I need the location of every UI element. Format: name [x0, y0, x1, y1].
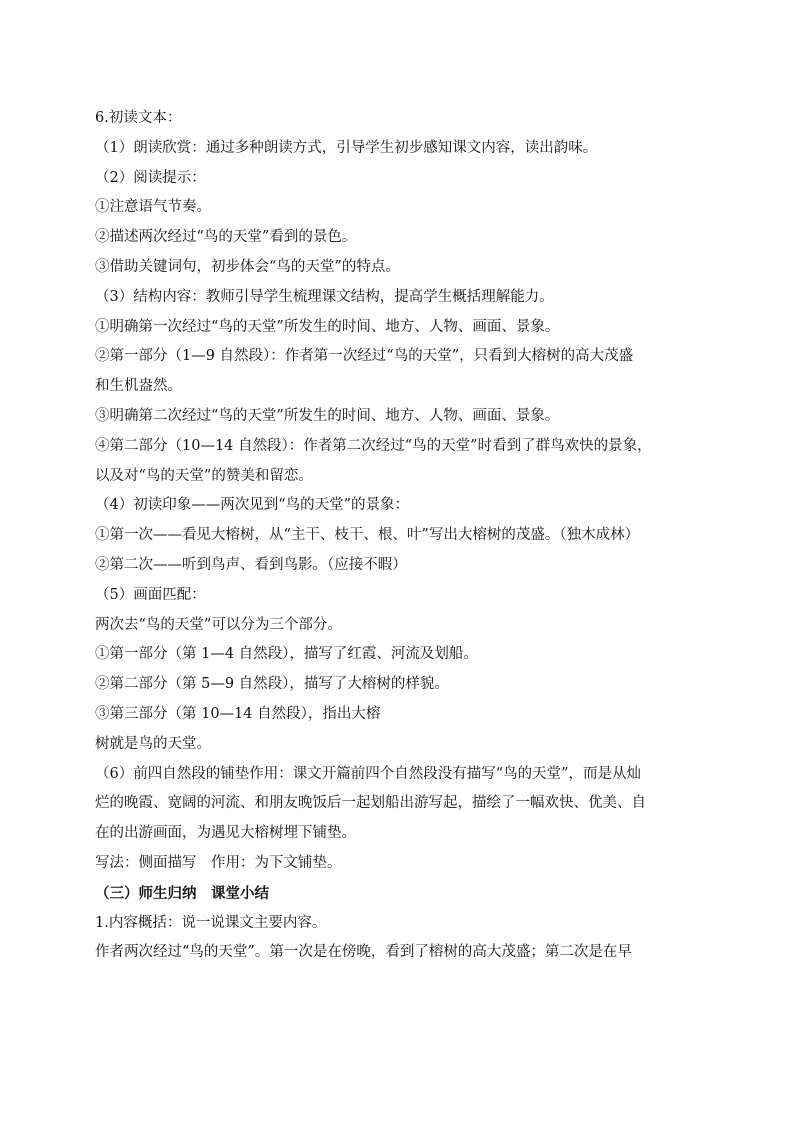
list-item-tone-rhythm: ①注意语气节奏。: [95, 199, 211, 216]
list-item-describe-scenery: ②描述两次经过“鸟的天堂”看到的景色。: [95, 229, 357, 246]
document-body: [95, 104, 715, 968]
list-item-first-time: ①第一次——看见大榕树，从“主干、枝干、根、叶”写出大榕树的茂盛。（独木成林）: [95, 527, 640, 544]
list-item-first-visit-elements: ①明确第一次经过“鸟的天堂”所发生的时间、地方、人物、画面、景象。: [95, 318, 560, 335]
paragraph-summary-text: 作者两次经过“鸟的天堂”。第一次是在傍晚，看到了榕树的高大茂盛；第二次是在早: [95, 944, 632, 961]
paragraph-structure-content: （3）结构内容：教师引导学生梳理课文结构，提高学生概括理解能力。: [95, 288, 554, 305]
list-item-part-two: ④第二部分（10—14 自然段）：作者第二次经过“鸟的天堂”时看到了群鸟欢快的景象，: [95, 437, 652, 454]
paragraph-foreshadowing-line-2: 烂的晚霞、宽阔的河流、和朋友晚饭后一起划船出游写起，描绘了一幅欢快、优美、自: [95, 795, 646, 812]
list-item-second-time: ②第二次——听到鸟声、看到鸟影。（应接不暇）: [95, 556, 407, 573]
list-item-second-visit-elements: ③明确第二次经过“鸟的天堂”所发生的时间、地方、人物、画面、景象。: [95, 407, 560, 424]
list-item-part-one-continued: 和生机盎然。: [95, 378, 182, 395]
paragraph-foreshadowing-line-3: 在的出游画面，为遇见大榕树埋下铺垫。: [95, 825, 356, 842]
list-item-part-two-scenes: ②第二部分（第 5—9 自然段），描写了大榕树的样貌。: [95, 676, 449, 693]
paragraph-writing-method: 写法：侧面描写 作用：为下文铺垫。: [95, 854, 342, 871]
paragraph-first-impression: （4）初读印象——两次见到“鸟的天堂”的景象：: [95, 497, 410, 514]
list-item-part-one: ②第一部分（1—9 自然段）：作者第一次经过“鸟的天堂”，只看到大榕树的高大茂盛: [95, 348, 634, 365]
paragraph-content-summary: 1.内容概括：说一说课文主要内容。: [95, 914, 327, 931]
section-heading-summary: （三）师生归纳 课堂小结: [95, 884, 269, 902]
list-item-key-words: ③借助关键词句，初步体会“鸟的天堂”的特点。: [95, 258, 400, 275]
paragraph-foreshadowing: （6）前四自然段的铺垫作用：课文开篇前四个自然段没有描写“鸟的天堂”，而是从灿: [95, 765, 642, 782]
paragraph-three-parts: 两次去“鸟的天堂”可以分为三个部分。: [95, 616, 342, 633]
paragraph-reading-tips: （2）阅读提示：: [95, 169, 206, 186]
list-item-part-two-continued: 以及对“鸟的天堂”的赞美和留恋。: [95, 467, 313, 484]
list-item-part-three-scenes: ③第三部分（第 10—14 自然段），指出大榕: [95, 705, 381, 722]
section-heading-first-reading: 6.初读文本：: [95, 110, 182, 126]
list-item-part-three-continued: 树就是鸟的天堂。: [95, 735, 211, 752]
paragraph-scene-matching: （5）画面匹配：: [95, 586, 206, 603]
list-item-part-one-scenes: ①第一部分（第 1—4 自然段），描写了红霞、河流及划船。: [95, 646, 478, 663]
paragraph-reading-appreciation: （1）朗读欣赏：通过多种朗读方式，引导学生初步感知课文内容，读出韵味。: [95, 139, 598, 156]
